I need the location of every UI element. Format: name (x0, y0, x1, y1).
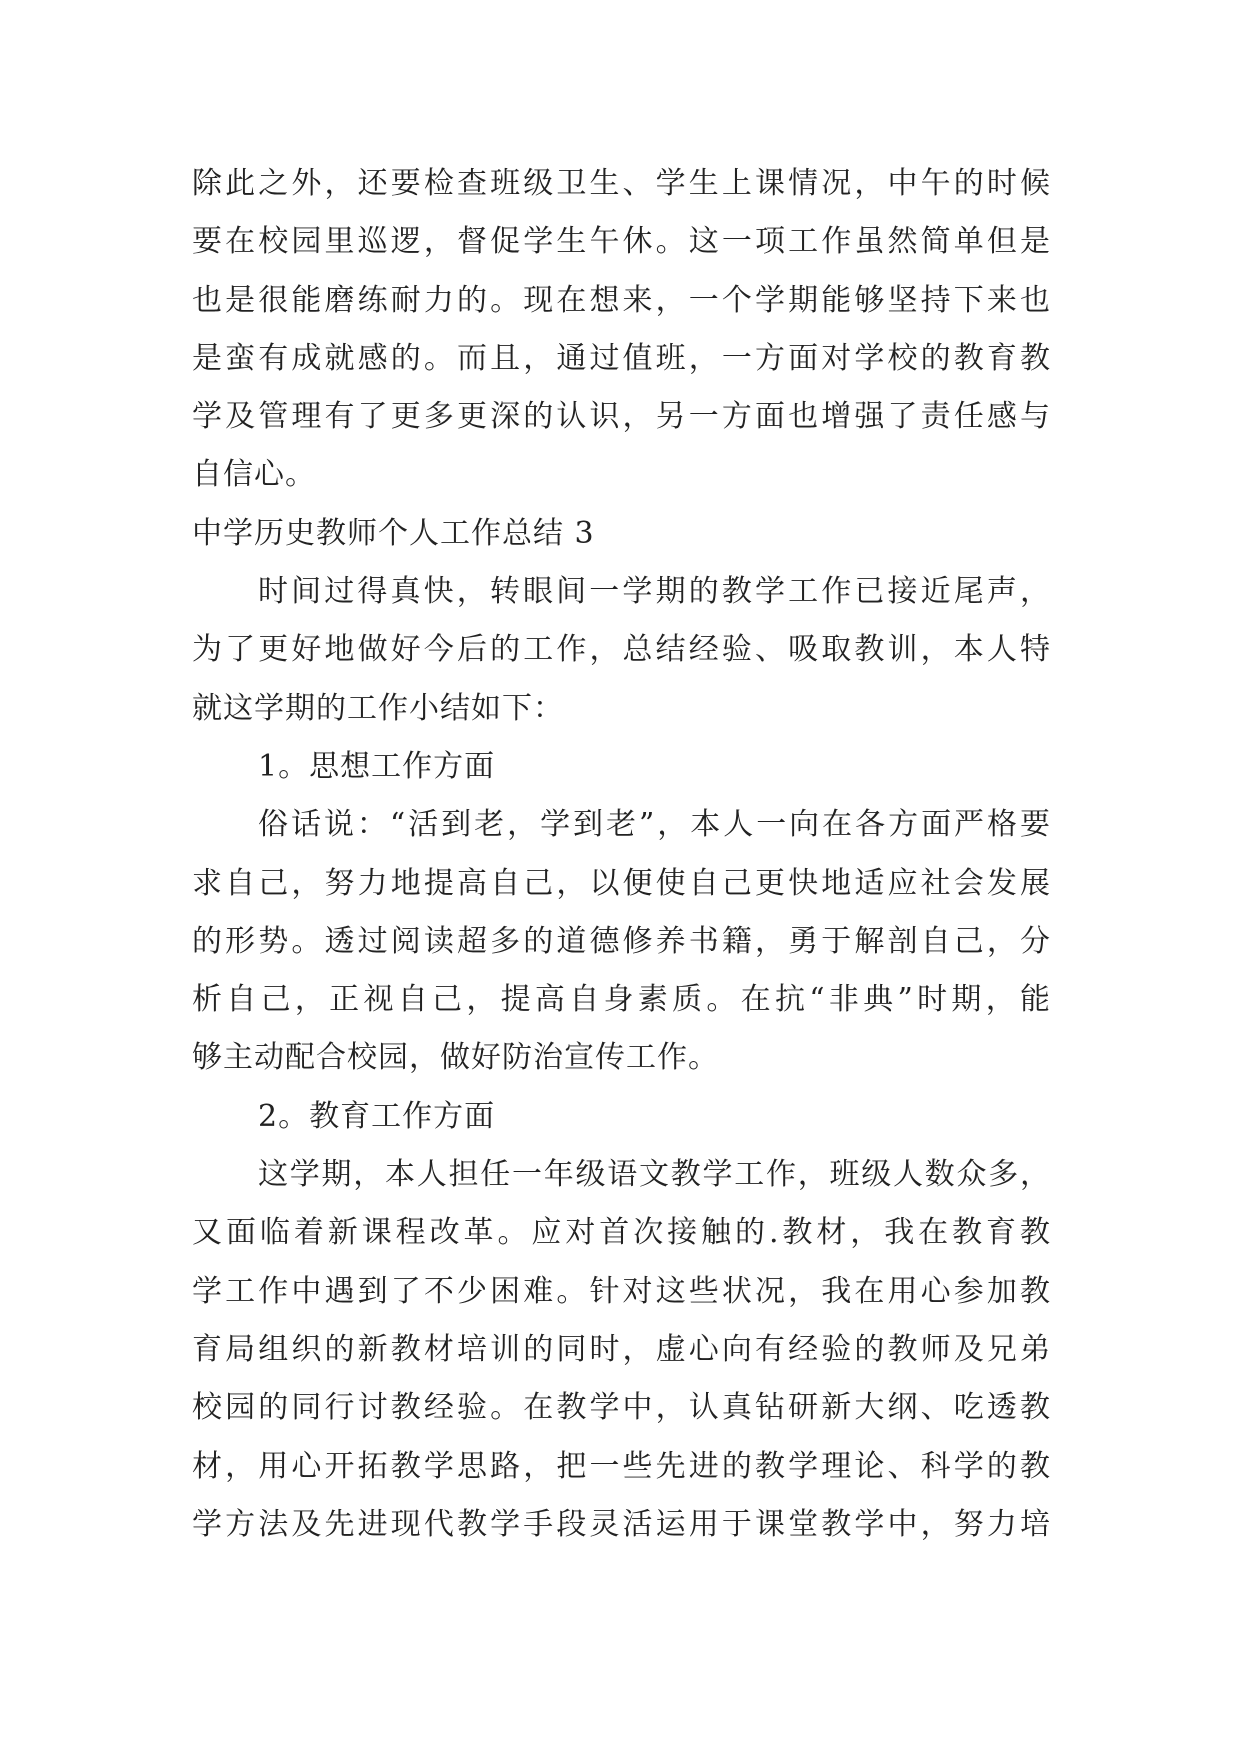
text-line: 析自己，正视自己，提高自身素质。在抗“非典”时期，能 (192, 982, 1051, 1018)
text-line: 又面临着新课程改革。应对首次接触的.教材，我在教育教 (192, 1215, 1051, 1251)
text-line: 自信心。 (192, 457, 316, 493)
subheading-text: 2。教育工作方面 (258, 1098, 496, 1134)
text-line: 求自己，努力地提高自己，以便使自己更快地适应社会发展 (192, 865, 1051, 901)
text-line: 学工作中遇到了不少困难。针对这些状况，我在用心参加教 (192, 1273, 1051, 1309)
text-line: 是蛮有成就感的。而且，通过值班，一方面对学校的教育教 (192, 340, 1051, 376)
text-line: 要在校园里巡逻，督促学生午休。这一项工作虽然简单但是 (192, 224, 1051, 260)
text-line: 学及管理有了更多更深的认识，另一方面也增强了责任感与 (192, 399, 1051, 435)
document-body (192, 155, 1051, 1554)
text-line: 的形势。透过阅读超多的道德修养书籍，勇于解剖自己，分 (192, 923, 1051, 959)
text-line: 材，用心开拓教学思路，把一些先进的教学理论、科学的教 (192, 1448, 1051, 1484)
text-line: 也是很能磨练耐力的。现在想来，一个学期能够坚持下来也 (192, 282, 1051, 318)
subheading (192, 1088, 1051, 1146)
subheading (192, 738, 1051, 796)
text-line: 学方法及先进现代教学手段灵活运用于课堂教学中，努力培 (192, 1506, 1051, 1542)
text-line: 时间过得真快，转眼间一学期的教学工作已接近尾声， (258, 574, 1051, 610)
text-line: 为了更好地做好今后的工作，总结经验、吸取教训，本人特 (192, 632, 1051, 668)
text-line: 就这学期的工作小结如下： (192, 690, 564, 726)
subheading-text: 1。思想工作方面 (258, 748, 496, 784)
paragraph (192, 155, 1051, 505)
text-line: 这学期，本人担任一年级语文教学工作，班级人数众多， (258, 1157, 1051, 1193)
text-line: 校园的同行讨教经验。在教学中，认真钻研新大纲、吃透教 (192, 1390, 1051, 1426)
paragraph (192, 563, 1051, 738)
text-line: 育局组织的新教材培训的同时，虚心向有经验的教师及兄弟 (192, 1331, 1051, 1367)
text-line: 够主动配合校园，做好防治宣传工作。 (192, 1040, 719, 1076)
paragraph (192, 1146, 1051, 1554)
text-line: 除此之外，还要检查班级卫生、学生上课情况，中午的时候 (192, 166, 1051, 201)
text-line: 俗话说：“活到老，学到老”，本人一向在各方面严格要 (258, 807, 1051, 843)
section-heading (192, 505, 1051, 563)
section-heading-text: 中学历史教师个人工作总结 3 (192, 515, 595, 551)
paragraph (192, 796, 1051, 1087)
